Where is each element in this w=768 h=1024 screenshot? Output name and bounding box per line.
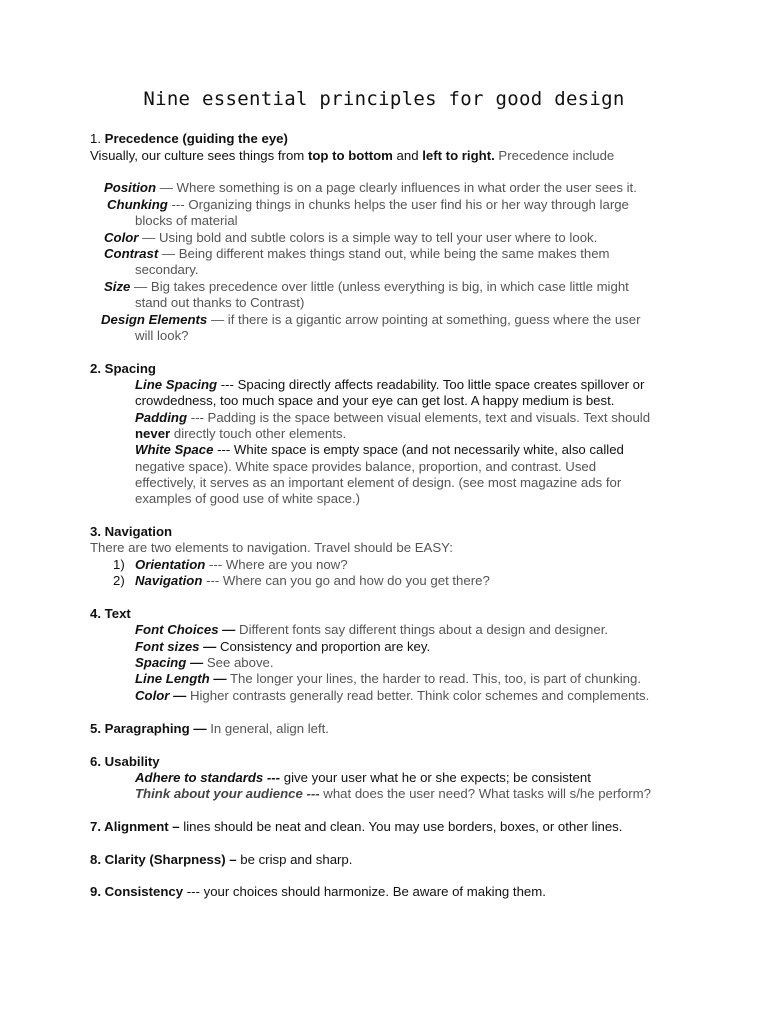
navigation-item: 2) Navigation --- Where can you go and how do you get there? [113,573,490,588]
spacing-item: White Space --- White space is empty space (and not necessarily white, also called [135,442,624,457]
principle-item-cont: secondary. [135,262,199,277]
section-1-intro: Visually, our culture sees things from top to bottom and left to right. Precedence include [90,148,615,163]
usability-item: Think about your audience --- what does the user need? What tasks will s/he perform? [135,786,651,801]
section-5-heading: 5. Paragraphing — [90,721,207,736]
usability-item: Adhere to standards --- give your user what he or she expects; be consistent [135,770,591,785]
section-9: 9. Consistency --- your choices should harmonize. Be aware of making them. [90,884,546,899]
section-1-heading [90,131,288,147]
navigation-item: 1) Orientation --- Where are you now? [113,557,348,572]
section-7: 7. Alignment – lines should be neat and clean. You may use borders, boxes, or other lines. [90,819,623,834]
spacing-item-cont: negative space). White space provides balance, proportion, and contrast. Used [135,459,597,474]
spacing-item-cont: effectively, it serves as an important element of design. (see most magazine ads for [135,475,622,490]
spacing-item-cont: never directly touch other elements. [135,426,347,441]
spacing-item: Line Spacing --- Spacing directly affects readability. Too little space creates spillover or [135,377,645,392]
spacing-item: Padding --- Padding is the space between visual elements, text and visuals. Text should [135,410,651,425]
text-item: Line Length — The longer your lines, the harder to read. This, too, is part of chunking. [135,671,641,686]
section-3-intro: There are two elements to navigation. Travel should be EASY: [90,540,453,555]
spacing-item-cont: examples of good use of white space.) [135,491,361,506]
document-title: Nine essential principles for good design [143,88,625,110]
principle-item-cont: blocks of material [135,213,238,228]
spacing-item-cont: crowdedness, too much space and your eye can get lost. A happy medium is best. [135,393,615,408]
section-9-heading: 9. Consistency [90,884,184,899]
section-8-heading: 8. Clarity (Sharpness) – [90,852,237,867]
text-item: Font sizes — Consistency and proportion are key. [135,639,431,654]
principle-item-cont: stand out thanks to Contrast) [135,295,305,310]
principle-item: Position — Where something is on a page clearly influences in what order the user sees it. [104,180,637,195]
principle-item: Design Elements — if there is a gigantic arrow pointing at something, guess where the user [101,312,641,327]
section-3-heading: 3. Navigation [90,524,173,539]
principle-item: Color — Using bold and subtle colors is a simple way to tell your user where to look. [104,230,598,245]
section-4-heading: 4. Text [90,606,131,621]
text-item: Color — Higher contrasts generally read better. Think color schemes and complements. [135,688,650,703]
section-6-heading: 6. Usability [90,754,160,769]
section-8: 8. Clarity (Sharpness) – be crisp and sharp. [90,852,353,867]
text-item: Font Choices — Different fonts say different things about a design and designer. [135,622,609,637]
section-number: 1. [90,131,105,146]
section-2-heading: 2. Spacing [90,361,156,376]
text-item: Spacing — See above. [135,655,274,670]
principle-item: Size — Big takes precedence over little (unless everything is big, in which case little might [104,279,629,294]
principle-item: Chunking --- Organizing things in chunks helps the user find his or her way through large [107,197,629,212]
principle-item: Contrast — Being different makes things stand out, while being the same makes them [104,246,610,261]
section-title: Precedence (guiding the eye) [104,131,288,146]
section-7-heading: 7. Alignment – [90,819,180,834]
section-5: 5. Paragraphing — In general, align left. [90,721,329,736]
principle-item-cont: will look? [135,328,189,343]
